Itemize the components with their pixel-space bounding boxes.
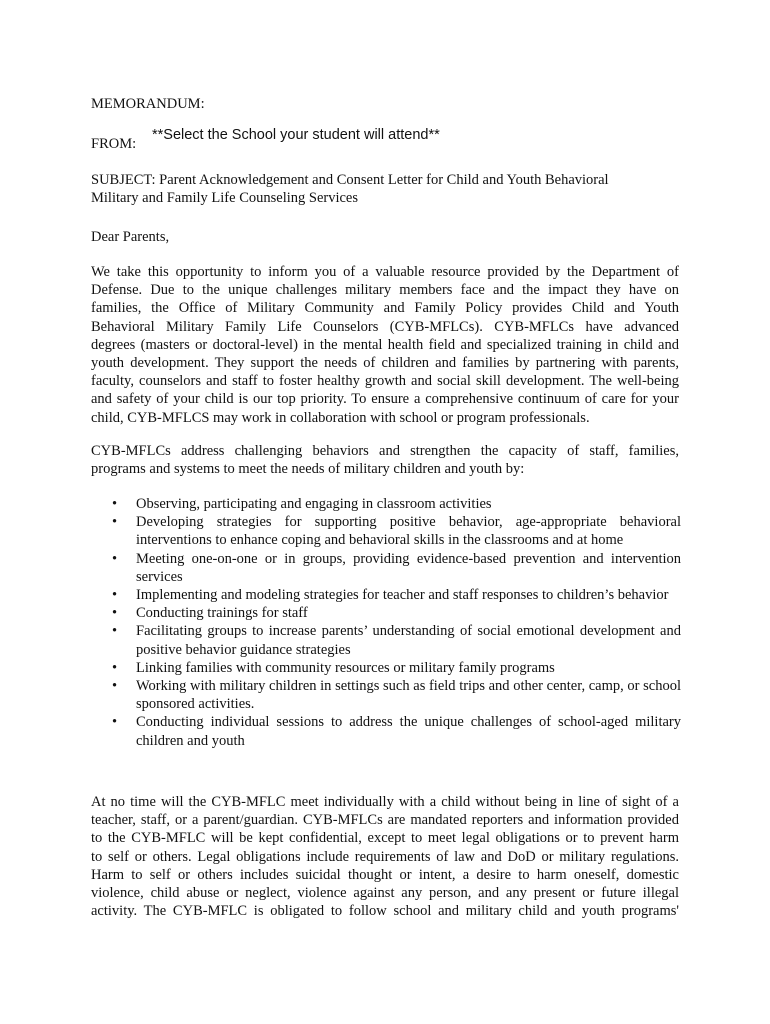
paragraph-line: faculty, counselors and staff to foster healthy growth and social skill development. The well-being <box>91 373 679 390</box>
paragraph-line: teacher, staff, or a parent/guardian. CYB-MFLCs are mandated reporters and information provided <box>91 812 679 829</box>
from-school-field[interactable]: **Select the School your student will attend** <box>152 127 440 143</box>
bullet-icon: • <box>112 605 118 622</box>
paragraph-line: Defense. Due to the unique challenges military members face and the impact they have on <box>91 282 679 299</box>
paragraph-line: CYB-MFLCs address challenging behaviors and strengthen the capacity of staff, families, <box>91 443 679 459</box>
list-item: • Facilitating groups to increase parents’ understanding of social emotional development and positive behavior guidance strategies <box>112 623 681 658</box>
paragraph-line: and safety of your child is our top priority. To ensure a comprehensive continuum of care for your <box>91 391 679 408</box>
paragraph-line: child, CYB-MFLCS may work in collaboration with school or program professionals. <box>91 409 590 426</box>
subject-line-2: Military and Family Life Counseling Services <box>91 190 358 206</box>
paragraph-line: to the CYB-MFLC will be kept confidential, except to meet legal obligations or to prevent harm <box>91 830 679 847</box>
list-item: • Conducting individual sessions to address the unique challenges of school-aged military children and youth <box>112 714 681 749</box>
intro-paragraph <box>91 263 679 427</box>
list-item: • Implementing and modeling strategies for teacher and staff responses to children’s behavior <box>112 587 669 604</box>
confidentiality-paragraph <box>91 793 679 920</box>
bullet-icon: • <box>112 623 118 640</box>
paragraph-line: Behavioral Military Family Life Counselors (CYB-MFLCs). CYB-MFLCs have advanced <box>91 318 679 335</box>
bullet-icon: • <box>112 514 118 531</box>
paragraph-line: activity. The CYB-MFLC is obligated to follow school and military child and youth programs' <box>91 903 679 920</box>
paragraph-line: youth development. They support the needs of children and families by partnering with parents, <box>91 355 679 372</box>
services-bullet-list <box>91 495 681 750</box>
bullet-icon: • <box>112 678 118 695</box>
paragraph-line: programs and systems to meet the needs of military children and youth by: <box>91 461 525 478</box>
paragraph-line: Harm to self or others includes suicidal thought or intent, a desire to harm oneself, domestic <box>91 866 679 883</box>
paragraph-line: At no time will the CYB-MFLC meet individually with a child without being in line of sight of a <box>91 794 679 810</box>
paragraph-line: We take this opportunity to inform you of a valuable resource provided by the Department of <box>91 264 679 280</box>
list-item: • Meeting one-on-one or in groups, providing evidence-based prevention and intervention services <box>112 550 681 585</box>
list-item: • Working with military children in settings such as field trips and other center, camp, or school sponsored activities. <box>112 678 681 713</box>
paragraph-line: to self or others. Legal obligations include requirements of law and DoD or military regulations. <box>91 848 679 865</box>
list-item: • Developing strategies for supporting positive behavior, age-appropriate behavioral interventions to enhance coping and behavioral skills in the classrooms and at home <box>112 514 681 549</box>
from-label: FROM: <box>91 136 137 152</box>
bullet-icon: • <box>112 714 118 731</box>
bullet-icon: • <box>112 587 118 604</box>
bullet-icon: • <box>112 550 118 567</box>
salutation: Dear Parents, <box>91 229 170 245</box>
subject-line-1: SUBJECT: Parent Acknowledgement and Consent Letter for Child and Youth Behavioral <box>91 172 609 188</box>
list-item: • Linking families with community resources or military family programs <box>112 659 555 676</box>
list-item: • Observing, participating and engaging in classroom activities <box>112 496 492 512</box>
paragraph-line: degrees (masters or doctoral-level) in the mental health field and specialized training in child and <box>91 336 679 353</box>
memorandum-heading: MEMORANDUM: <box>91 96 205 112</box>
paragraph-line: violence, child abuse or neglect, violence against any person, and any present or future illegal <box>91 885 679 902</box>
paragraph-line: families, the Office of Military Community and Family Policy provides Child and Youth <box>91 300 679 317</box>
bullet-icon: • <box>112 496 118 512</box>
services-intro-paragraph <box>91 442 679 478</box>
list-item: • Conducting trainings for staff <box>112 605 308 622</box>
bullet-icon: • <box>112 659 118 676</box>
